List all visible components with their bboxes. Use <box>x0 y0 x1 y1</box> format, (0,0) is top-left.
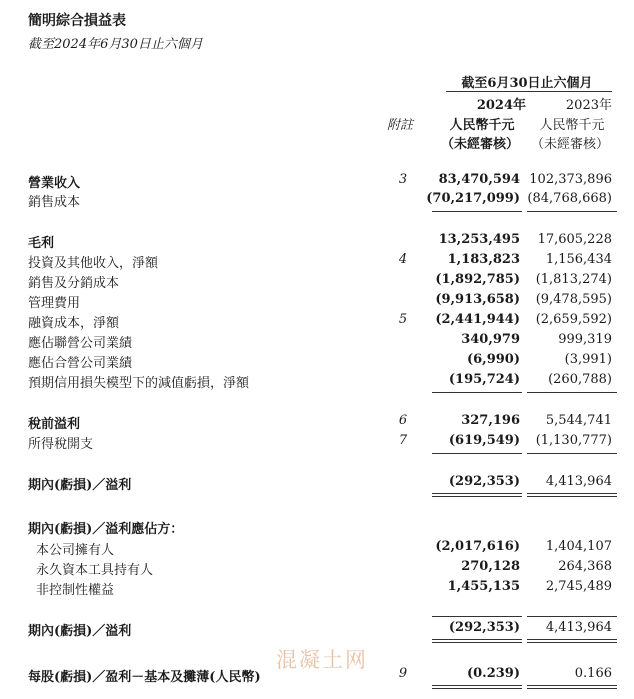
row-value-2023-income-tax: (1,130,777) <box>535 433 612 448</box>
row-value-2024-owners: (2,017,616) <box>435 539 520 554</box>
row-value-2024-share-of-associates: 340,979 <box>461 332 520 347</box>
row-value-2023-distribution-costs: (1,813,274) <box>535 272 612 287</box>
subtotal-rule-2023 <box>527 392 617 393</box>
note-header: 附註 <box>386 118 413 133</box>
row-label-impairment-losses: 預期信用損失模型下的減值虧損，淨額 <box>28 376 250 391</box>
row-value-2024-perpetual-holders: 270,128 <box>461 559 520 574</box>
subtotal-rule-2024 <box>432 211 522 212</box>
row-value-2023-revenue: 102,373,896 <box>529 172 612 187</box>
row-label-period-result-total: 期內(虧損)／溢利 <box>28 624 132 639</box>
statement-subtitle: 截至2024年6月30日止六個月 <box>28 37 203 52</box>
row-value-2024-investment-income: 1,183,823 <box>447 252 520 267</box>
audit-2024-header: （未經審核） <box>440 137 519 152</box>
row-label-distribution-costs: 銷售及分銷成本 <box>28 276 120 291</box>
row-note-revenue: 3 <box>398 172 408 187</box>
total-rule-2024 <box>432 493 522 497</box>
row-value-2023-cost-of-sales: (84,768,668) <box>527 191 612 206</box>
row-value-2023-period-result-total: 4,413,964 <box>545 620 612 635</box>
row-value-2024-cost-of-sales: (70,217,099) <box>426 191 520 206</box>
row-label-eps: 每股(虧損)／盈利－基本及攤薄(人民幣) <box>28 670 261 685</box>
audit-2023-header: （未經審核） <box>530 137 609 152</box>
total-rule-2023 <box>527 493 617 497</box>
row-label-revenue: 營業收入 <box>28 176 81 191</box>
row-label-period-result: 期內(虧損)／溢利 <box>28 478 132 493</box>
subtotal-rule-2023 <box>527 453 617 454</box>
row-label-investment-income: 投資及其他收入，淨額 <box>28 256 159 271</box>
row-value-2024-distribution-costs: (1,892,785) <box>435 272 520 287</box>
row-label-profit-before-tax: 稅前溢利 <box>28 417 81 432</box>
row-value-2024-period-result-total: (292,353) <box>448 620 520 635</box>
row-note-eps: 9 <box>398 666 408 681</box>
row-value-2023-perpetual-holders: 264,368 <box>558 559 612 574</box>
row-label-attributable-to: 期內(虧損)／溢利應佔方： <box>28 522 184 537</box>
row-value-2024-impairment-losses: (195,724) <box>448 372 520 387</box>
row-note-investment-income: 4 <box>398 252 408 267</box>
row-value-2023-share-of-joint-ventures: (3,991) <box>564 352 612 367</box>
row-value-2024-share-of-joint-ventures: (6,990) <box>466 352 520 367</box>
total-rule-2024 <box>432 639 522 643</box>
row-value-2024-period-result: (292,353) <box>448 474 520 489</box>
total-rule-2024 <box>432 685 522 689</box>
row-label-income-tax: 所得稅開支 <box>28 437 94 452</box>
row-value-2023-finance-costs: (2,659,592) <box>535 312 612 327</box>
row-value-2024-income-tax: (619,549) <box>448 433 520 448</box>
statement-title: 簡明綜合損益表 <box>28 13 126 29</box>
total-rule-2023 <box>527 639 617 643</box>
row-value-2023-eps: 0.166 <box>574 666 612 681</box>
row-label-share-of-associates: 應佔聯營公司業績 <box>28 336 133 351</box>
row-value-2024-non-controlling: 1,455,135 <box>447 579 520 594</box>
row-label-perpetual-holders: 永久資本工具持有人 <box>36 563 154 578</box>
period-header: 截至6月30日止六個月 <box>461 76 593 91</box>
subtotal-rule-2023 <box>527 211 617 212</box>
row-note-profit-before-tax: 6 <box>398 413 408 428</box>
currency-2024-header: 人民幣千元 <box>449 118 515 133</box>
row-value-2023-period-result: 4,413,964 <box>545 474 612 489</box>
subtotal-rule-2024 <box>432 616 522 617</box>
row-label-cost-of-sales: 銷售成本 <box>28 195 81 210</box>
currency-2023-header: 人民幣千元 <box>539 118 605 133</box>
row-value-2023-impairment-losses: (260,788) <box>548 372 612 387</box>
row-value-2023-investment-income: 1,156,434 <box>545 252 612 267</box>
row-label-gross-profit: 毛利 <box>28 236 55 251</box>
year-2023-header: 2023年 <box>565 98 612 113</box>
row-label-admin-expenses: 管理費用 <box>28 296 81 311</box>
row-value-2023-owners: 1,404,107 <box>545 539 612 554</box>
total-rule-2023 <box>527 685 617 689</box>
subtotal-rule-2023 <box>527 616 617 617</box>
row-note-finance-costs: 5 <box>398 312 408 327</box>
subtotal-rule-2024 <box>432 453 522 454</box>
row-label-owners: 本公司擁有人 <box>36 543 115 558</box>
row-label-share-of-joint-ventures: 應佔合營公司業績 <box>28 356 133 371</box>
row-label-finance-costs: 融資成本，淨額 <box>28 316 120 331</box>
row-value-2023-admin-expenses: (9,478,595) <box>535 292 612 307</box>
subtotal-rule-2024 <box>432 392 522 393</box>
row-value-2024-eps: (0.239) <box>466 666 520 681</box>
row-value-2024-profit-before-tax: 327,196 <box>461 413 520 428</box>
row-value-2023-non-controlling: 2,745,489 <box>545 579 612 594</box>
row-value-2024-revenue: 83,470,594 <box>438 172 520 187</box>
row-note-income-tax: 7 <box>398 433 408 448</box>
row-label-non-controlling: 非控制性權益 <box>36 583 115 598</box>
row-value-2024-finance-costs: (2,441,944) <box>435 312 520 327</box>
row-value-2024-gross-profit: 13,253,495 <box>438 232 520 247</box>
row-value-2023-gross-profit: 17,605,228 <box>537 232 612 247</box>
year-2024-header: 2024年 <box>476 98 526 113</box>
period-header-rule <box>446 91 612 92</box>
row-value-2023-share-of-associates: 999,319 <box>558 332 612 347</box>
row-value-2023-profit-before-tax: 5,544,741 <box>545 413 612 428</box>
watermark: 混凝土网 <box>276 648 368 672</box>
row-value-2024-admin-expenses: (9,913,658) <box>435 292 520 307</box>
